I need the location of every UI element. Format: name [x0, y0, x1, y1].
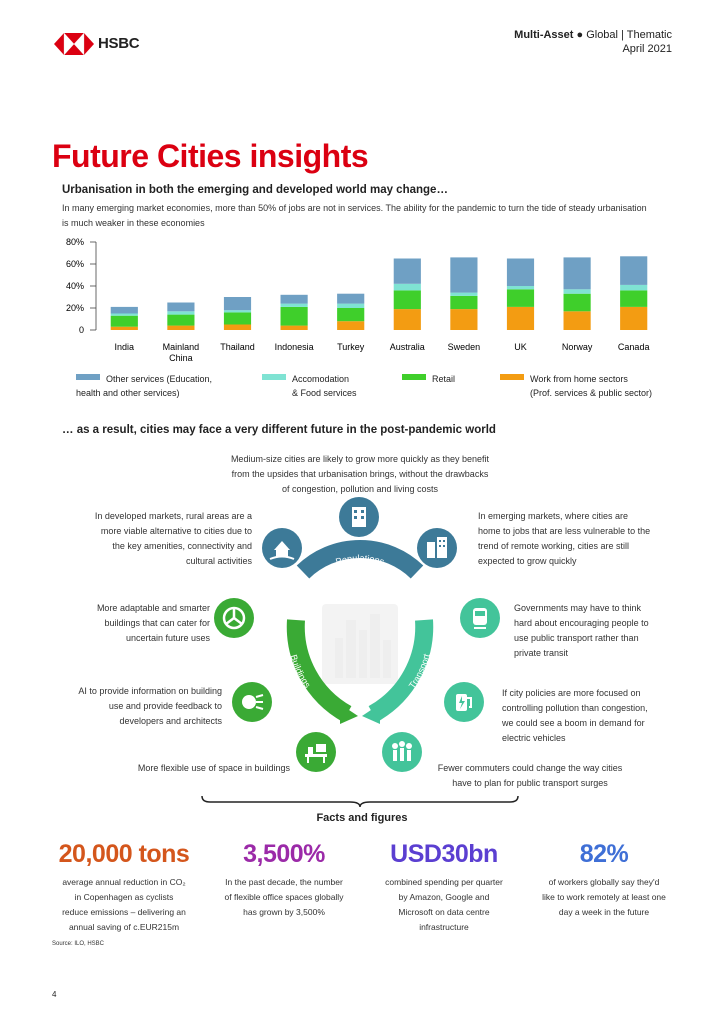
text-ai-buildings [40, 684, 222, 729]
bar-segment [337, 308, 364, 321]
text-line: electric vehicles [502, 733, 566, 743]
bar-segment [450, 257, 477, 292]
hsbc-logo [54, 31, 144, 59]
legend-label: Other services (Education, health and other services) [76, 374, 213, 398]
office-desk-icon [296, 732, 336, 772]
legend-swatch [262, 374, 286, 380]
populations-arc-label: Populations [334, 552, 386, 567]
facts-heading: Facts and figures [316, 812, 408, 824]
legend-swatch [402, 374, 426, 380]
bar-segment [507, 289, 534, 307]
commuters-icon [382, 732, 422, 772]
page-title: Future Cities insights [52, 138, 369, 174]
bar-segment [564, 311, 591, 330]
fact-card [204, 840, 364, 920]
bar-segment [507, 286, 534, 289]
text-line: Medium-size cities are likely to grow more quickly as they benefit [230, 454, 490, 464]
text-line: more viable alternative to cities due to [100, 526, 252, 536]
fact-value: 82% [579, 840, 629, 868]
y-tick-label: 80% [65, 237, 84, 247]
text-line: private transit [514, 648, 569, 658]
fact-value: 20,000 tons [58, 840, 190, 868]
fact-value: 3,500% [243, 840, 325, 868]
brace-divider [200, 794, 520, 808]
bar-segment [167, 326, 194, 330]
text-line: More adaptable and smarter [96, 603, 210, 613]
text-line: have to plan for public transport surges [452, 778, 608, 788]
bar-segment [620, 285, 647, 291]
fact-card [364, 840, 524, 935]
city-building-icon [339, 497, 379, 537]
hsbc-hexagon-icon [54, 33, 94, 55]
bar-segment [111, 327, 138, 330]
bar-segment [167, 311, 194, 314]
bar-segment [450, 309, 477, 330]
legend-label: Work from home sectors (Prof. services & public sector) [530, 374, 653, 398]
bar-segment [224, 297, 251, 310]
text-developed-markets [60, 509, 252, 569]
x-tick-label: Indonesia [274, 342, 314, 352]
x-tick-label: Canada [617, 342, 650, 352]
train-icon [460, 598, 500, 638]
fact-description: of workers globally say they'd like to work remotely at least one day a week in the future [542, 877, 666, 917]
fact-card [524, 840, 684, 920]
y-tick-label: 60% [65, 259, 84, 269]
text-line: In emerging markets, where cities are [478, 511, 629, 521]
bar-segment [111, 314, 138, 316]
fact-description: combined spending per quarter by Amazon, Google and Microsoft on data centre infrastructure [385, 877, 503, 932]
text-line: buildings that can cater for [104, 618, 210, 628]
text-line: of congestion, pollution and living costs [281, 484, 439, 494]
page-number: 4 [52, 990, 57, 999]
bar-segment [450, 293, 477, 296]
publish-date: April 2021 [622, 43, 672, 55]
text-line: If city policies are more focused on [502, 688, 641, 698]
y-tick-label: 0 [78, 325, 84, 335]
bar-segment [281, 326, 308, 330]
section1-body: In many emerging market economies, more than 50% of jobs are not in services. The ability for the pandemic to turn the tide of steady urbanisation is much weaker in these economies [62, 203, 647, 228]
legend-swatch [500, 374, 524, 380]
text-line: In developed markets, rural areas are a [94, 511, 252, 521]
brand-name: HSBC [98, 35, 140, 52]
city-skyline-icon [322, 604, 398, 684]
ai-brain-icon [232, 682, 272, 722]
text-commuters [430, 761, 630, 791]
text-line: from the upsides that urbanisation brings, without the drawbacks [231, 469, 489, 479]
text-line: More flexible use of space in buildings [137, 763, 290, 773]
header-meta [514, 28, 672, 56]
text-line: Governments may have to think [514, 603, 642, 613]
bar-segment [337, 321, 364, 330]
x-tick-label: Norway [561, 342, 593, 352]
text-line: the key amenities, connectivity and [112, 541, 252, 551]
bar-segment [111, 316, 138, 327]
bar-segment [507, 259, 534, 287]
x-tick-label: India [114, 342, 135, 352]
text-line: uncertain future uses [125, 633, 210, 643]
text-line: home to jobs that are less vulnerable to the [478, 526, 651, 536]
text-line: cultural activities [185, 556, 252, 566]
bar-segment [337, 294, 364, 304]
rural-house-icon [262, 528, 302, 568]
source-note: Source: ILO, HSBC [52, 941, 105, 947]
bar-segment [167, 303, 194, 312]
buildings-arc-label: Buildings [288, 653, 313, 690]
bar-segment [281, 304, 308, 307]
text-line: use and provide feedback to [108, 701, 222, 711]
bar-segment [620, 290, 647, 307]
bar-segment [394, 284, 421, 291]
facts-row [44, 840, 684, 940]
legend-label: Retail [432, 374, 456, 384]
jobs-sector-chart [52, 234, 672, 364]
y-tick-label: 40% [65, 281, 84, 291]
chart-legend [76, 372, 676, 404]
text-governments [514, 601, 684, 661]
fact-description: average annual reduction in CO₂ in Copenhagen as cyclists reduce emissions – delivering an annual saving of c.EUR215m [62, 877, 186, 932]
x-tick-label: Turkey [337, 342, 365, 352]
bar-segment [281, 295, 308, 304]
series-name: Multi-Asset [514, 29, 574, 41]
bar-segment [111, 307, 138, 314]
bar-segment [564, 257, 591, 289]
text-city-policies [502, 686, 682, 746]
text-smart-buildings [60, 601, 210, 646]
text-flexible-space [100, 761, 290, 776]
text-line: developers and architects [119, 716, 222, 726]
transport-arc-label: Transport [406, 652, 432, 691]
text-line: hard about encouraging people to [514, 618, 649, 628]
text-emerging-markets [478, 509, 678, 569]
x-tick-label: Australia [389, 342, 425, 352]
fact-value: USD30bn [390, 840, 498, 868]
bar-segment [394, 290, 421, 309]
y-tick-label: 20% [65, 303, 84, 313]
text-line: we could see a boom in demand for [502, 718, 645, 728]
ev-charging-icon [444, 682, 484, 722]
text-line: use public transport rather than [514, 633, 639, 643]
smart-building-pie-icon [214, 598, 254, 638]
bar-segment [564, 294, 591, 312]
x-tick-label: Mainland [162, 342, 200, 352]
x-tick-label: Thailand [220, 342, 255, 352]
section1-heading: Urbanisation in both the emerging and developed world may change… [62, 184, 448, 196]
x-tick-label: UK [514, 342, 527, 352]
text-line: controlling pollution than congestion, [502, 703, 648, 713]
bar-segment [620, 307, 647, 330]
bar-segment [281, 307, 308, 326]
x-tick-label: China [169, 353, 193, 363]
bar-segment [620, 256, 647, 285]
legend-label: Accomodation & Food services [292, 374, 357, 398]
bar-segment [337, 304, 364, 308]
bar-segment [507, 307, 534, 330]
fact-description: In the past decade, the number of flexible office spaces globally has grown by 3,500% [224, 877, 344, 917]
bar-segment [224, 310, 251, 312]
bar-segment [394, 309, 421, 330]
text-line: trend of remote working, cities are still [478, 541, 630, 551]
fact-card [44, 840, 204, 935]
text-medium-cities [200, 452, 520, 497]
series-category: ● Global | Thematic [573, 29, 672, 41]
text-line: AI to provide information on building [78, 686, 222, 696]
text-line: expected to grow quickly [478, 556, 577, 566]
bar-segment [394, 259, 421, 284]
bar-segment [224, 312, 251, 324]
bar-segment [224, 325, 251, 331]
bar-segment [564, 289, 591, 293]
text-line: Fewer commuters could change the way cities [437, 763, 623, 773]
x-tick-label: Sweden [447, 342, 481, 352]
bar-segment [167, 315, 194, 326]
bar-segment [450, 296, 477, 309]
section2-heading: … as a result, cities may face a very different future in the post-pandemic world [62, 424, 496, 436]
city-apartments-icon [417, 528, 457, 568]
legend-swatch [76, 374, 100, 380]
